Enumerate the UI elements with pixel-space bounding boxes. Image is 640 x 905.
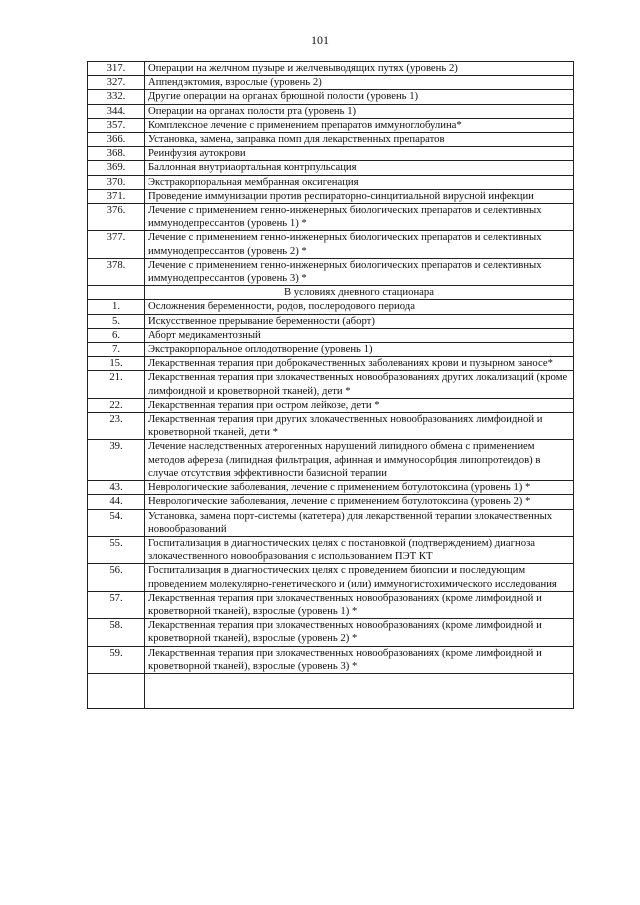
row-number: 371. — [88, 189, 145, 203]
row-name: Лечение с применением генно-инженерных биологических препаратов и селективных иммунодепрессантов (уровень 2) * — [145, 231, 574, 258]
table-row — [88, 314, 574, 328]
table-row — [88, 440, 574, 481]
row-name: Аборт медикаментозный — [145, 328, 574, 342]
row-name: Лечение с применением генно-инженерных биологических препаратов и селективных иммунодепрессантов (уровень 3) * — [145, 258, 574, 285]
row-name: Госпитализация в диагностических целях с постановкой (подтверждением) диагноза злокачественного новообразования с использованием ПЭТ КТ — [145, 536, 574, 563]
table-row — [88, 147, 574, 161]
table-row — [88, 564, 574, 591]
row-number: 7. — [88, 343, 145, 357]
row-number: 368. — [88, 147, 145, 161]
table-row — [88, 231, 574, 258]
row-number: 39. — [88, 440, 145, 481]
row-number: 357. — [88, 118, 145, 132]
table-row — [88, 258, 574, 285]
row-name: Лечение наследственных атерогенных нарушений липидного обмена с применением методов афереза (липидная фильтрация, афинная и иммуносорбция липопротеидов) в случае отсутствия эффективности базисной терапии — [145, 440, 574, 481]
row-name: Неврологические заболевания, лечение с применением ботулотоксина (уровень 2) * — [145, 495, 574, 509]
row-name: Осложнения беременности, родов, послеродового периода — [145, 300, 574, 314]
table-row — [88, 481, 574, 495]
row-name: Искусственное прерывание беременности (аборт) — [145, 314, 574, 328]
page-number: 101 — [311, 33, 329, 47]
row-name: Лечение с применением генно-инженерных биологических препаратов и селективных иммунодепрессантов (уровень 1) * — [145, 204, 574, 231]
row-name: Аппендэктомия, взрослые (уровень 2) — [145, 76, 574, 90]
table-row — [88, 398, 574, 412]
row-number: 56. — [88, 564, 145, 591]
table-row — [88, 646, 574, 673]
row-name: Баллонная внутриаортальная контрпульсация — [145, 161, 574, 175]
row-name: Экстракорпоральное оплодотворение (уровень 1) — [145, 343, 574, 357]
section-title: В условиях дневного стационара — [145, 286, 574, 300]
row-number: 317. — [88, 62, 145, 76]
row-number: 59. — [88, 646, 145, 673]
procedures-table — [87, 61, 574, 709]
table-row — [88, 300, 574, 314]
row-number: 327. — [88, 76, 145, 90]
table-row — [88, 619, 574, 646]
row-name: Другие операции на органах брюшной полости (уровень 1) — [145, 90, 574, 104]
row-number: 58. — [88, 619, 145, 646]
row-number: 378. — [88, 258, 145, 285]
table-row — [88, 189, 574, 203]
row-name: Лекарственная терапия при других злокачественных новообразованиях лимфоидной и кроветворной тканей, дети * — [145, 413, 574, 440]
table-row — [88, 495, 574, 509]
row-name: Реинфузия аутокрови — [145, 147, 574, 161]
row-number: 332. — [88, 90, 145, 104]
empty-cell — [88, 673, 145, 708]
row-number: 377. — [88, 231, 145, 258]
row-number: 54. — [88, 509, 145, 536]
row-name: Экстракорпоральная мембранная оксигенация — [145, 175, 574, 189]
row-name: Операции на желчном пузыре и желчевыводящих путях (уровень 2) — [145, 62, 574, 76]
table-row — [88, 118, 574, 132]
empty-row — [88, 673, 574, 708]
table-row — [88, 536, 574, 563]
row-name: Госпитализация в диагностических целях с проведением биопсии и последующим проведением молекулярно-генетического и (или) иммуногистохимического исследования — [145, 564, 574, 591]
row-number: 57. — [88, 591, 145, 618]
row-number: 6. — [88, 328, 145, 342]
row-name: Установка, замена, заправка помп для лекарственных препаратов — [145, 133, 574, 147]
section-number-cell — [88, 286, 145, 300]
row-number: 55. — [88, 536, 145, 563]
row-number: 21. — [88, 371, 145, 398]
table-row — [88, 90, 574, 104]
row-name: Комплексное лечение с применением препаратов иммуноглобулина* — [145, 118, 574, 132]
row-number: 22. — [88, 398, 145, 412]
table-row — [88, 328, 574, 342]
table-row — [88, 371, 574, 398]
row-name: Лекарственная терапия при доброкачественных заболеваниях крови и пузырном заносе* — [145, 357, 574, 371]
row-name: Лекарственная терапия при злокачественных новообразованиях (кроме лимфоидной и кроветворной тканей), взрослые (уровень 1) * — [145, 591, 574, 618]
table-row — [88, 591, 574, 618]
table-row — [88, 175, 574, 189]
row-name: Операции на органах полости рта (уровень 1) — [145, 104, 574, 118]
table-row — [88, 509, 574, 536]
row-number: 23. — [88, 413, 145, 440]
row-number: 366. — [88, 133, 145, 147]
table-row — [88, 133, 574, 147]
row-name: Лекарственная терапия при злокачественных новообразованиях (кроме лимфоидной и кроветворной тканей), взрослые (уровень 3) * — [145, 646, 574, 673]
section-row — [88, 286, 574, 300]
row-number: 370. — [88, 175, 145, 189]
row-name: Установка, замена порт-системы (катетера) для лекарственной терапии злокачественных новообразований — [145, 509, 574, 536]
table-row — [88, 343, 574, 357]
row-name: Проведение иммунизации против респираторно-синцитиальной вирусной инфекции — [145, 189, 574, 203]
table-row — [88, 76, 574, 90]
empty-cell — [145, 673, 574, 708]
table-row — [88, 357, 574, 371]
row-number: 369. — [88, 161, 145, 175]
row-number: 1. — [88, 300, 145, 314]
table-row — [88, 161, 574, 175]
row-name: Лекарственная терапия при остром лейкозе, дети * — [145, 398, 574, 412]
table-row — [88, 204, 574, 231]
procedures-table-body — [88, 62, 574, 709]
row-name: Неврологические заболевания, лечение с применением ботулотоксина (уровень 1) * — [145, 481, 574, 495]
table-row — [88, 104, 574, 118]
row-number: 5. — [88, 314, 145, 328]
row-number: 44. — [88, 495, 145, 509]
row-number: 344. — [88, 104, 145, 118]
row-number: 376. — [88, 204, 145, 231]
row-number: 43. — [88, 481, 145, 495]
row-name: Лекарственная терапия при злокачественных новообразованиях других локализаций (кроме лимфоидной и кроветворной тканей), дети * — [145, 371, 574, 398]
table-row — [88, 62, 574, 76]
row-number: 15. — [88, 357, 145, 371]
row-name: Лекарственная терапия при злокачественных новообразованиях (кроме лимфоидной и кроветворной тканей), взрослые (уровень 2) * — [145, 619, 574, 646]
table-row — [88, 413, 574, 440]
